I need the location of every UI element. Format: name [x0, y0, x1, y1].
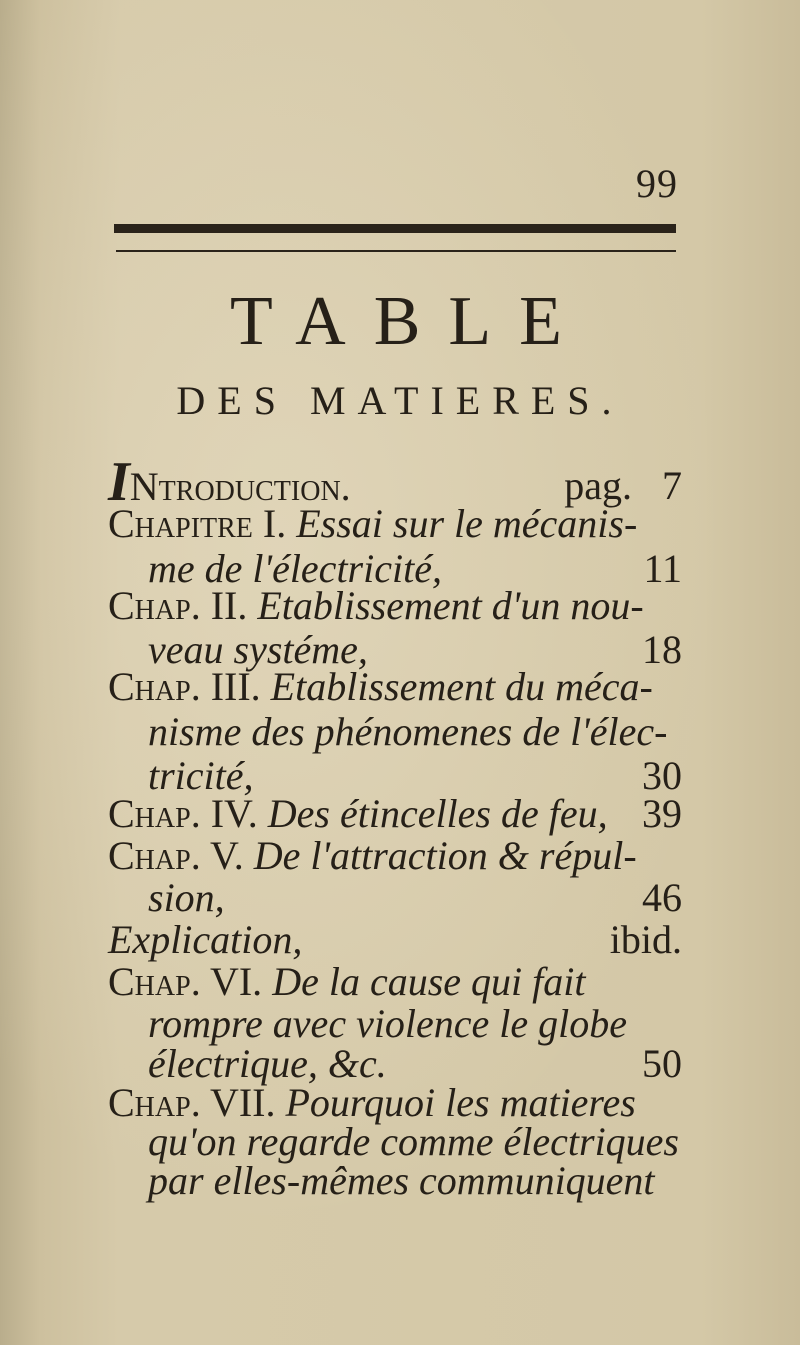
toc-page-number: 7: [662, 463, 682, 508]
toc-chapter-label: Chap. IV.: [108, 791, 258, 836]
toc-chapter-label: Chap. V.: [108, 833, 244, 878]
toc-entry-title: Ntroduction.: [129, 464, 351, 509]
toc-entry-title: Etablissement d'un nou-: [257, 583, 644, 628]
toc-entry-continuation: [148, 1157, 682, 1211]
toc-entry-title: qu'on regarde comme électriques: [148, 1119, 679, 1164]
toc-entry-title: De l'attraction & répul-: [253, 833, 637, 878]
toc-chapter-label: Chap. III.: [108, 664, 261, 709]
toc-page-number: 50: [642, 1041, 682, 1086]
toc-page-number: 46: [642, 875, 682, 920]
toc-entry-title: électrique, &c.: [148, 1041, 387, 1086]
toc-page-number: 11: [643, 546, 682, 591]
drop-initial: I: [108, 451, 130, 513]
toc-entry-title: sion,: [148, 875, 225, 920]
page-subtitle: DES MATIERES.: [176, 378, 624, 423]
toc-entry-title: tricité,: [148, 753, 254, 798]
toc-entry-title: nisme des phénomenes de l'élec-: [148, 709, 668, 754]
toc-page-number: 30: [642, 753, 682, 798]
toc-entry-title: Pourquoi les matieres: [285, 1080, 636, 1125]
toc-entry-title: me de l'électricité,: [148, 546, 442, 591]
toc-entry-title: rompre avec violence le globe: [148, 1001, 628, 1046]
toc-chapter-label: Chap. VI.: [108, 959, 263, 1004]
header-rule-thin: [116, 250, 676, 252]
toc-chapter-label: Chap. VII.: [108, 1080, 276, 1125]
toc-entry-title: Etablissement du méca-: [270, 664, 653, 709]
toc-page-number: 39: [642, 791, 682, 836]
toc-entry-title: De la cause qui fait: [272, 959, 586, 1004]
toc-chapter-label: Chapitre I.: [108, 501, 287, 546]
toc-entry-title: veau systéme,: [148, 627, 368, 672]
toc-entry-title: Explication,: [108, 917, 303, 962]
toc-chapter-label: Chap. II.: [108, 583, 248, 628]
page-number: 99: [636, 161, 678, 206]
toc-entry-title: par elles-mêmes communiquent: [148, 1158, 655, 1203]
header-rule-thick: [114, 224, 676, 233]
toc-page-number: ibid.: [609, 917, 682, 962]
page-title: TABLE: [230, 283, 590, 360]
toc-pag-abbrev: pag.: [564, 463, 632, 508]
toc-entry-title: Essai sur le mécanis-: [296, 501, 638, 546]
toc-entry-title: Des étincelles de feu,: [267, 791, 608, 836]
toc-page-number: 18: [642, 627, 682, 672]
